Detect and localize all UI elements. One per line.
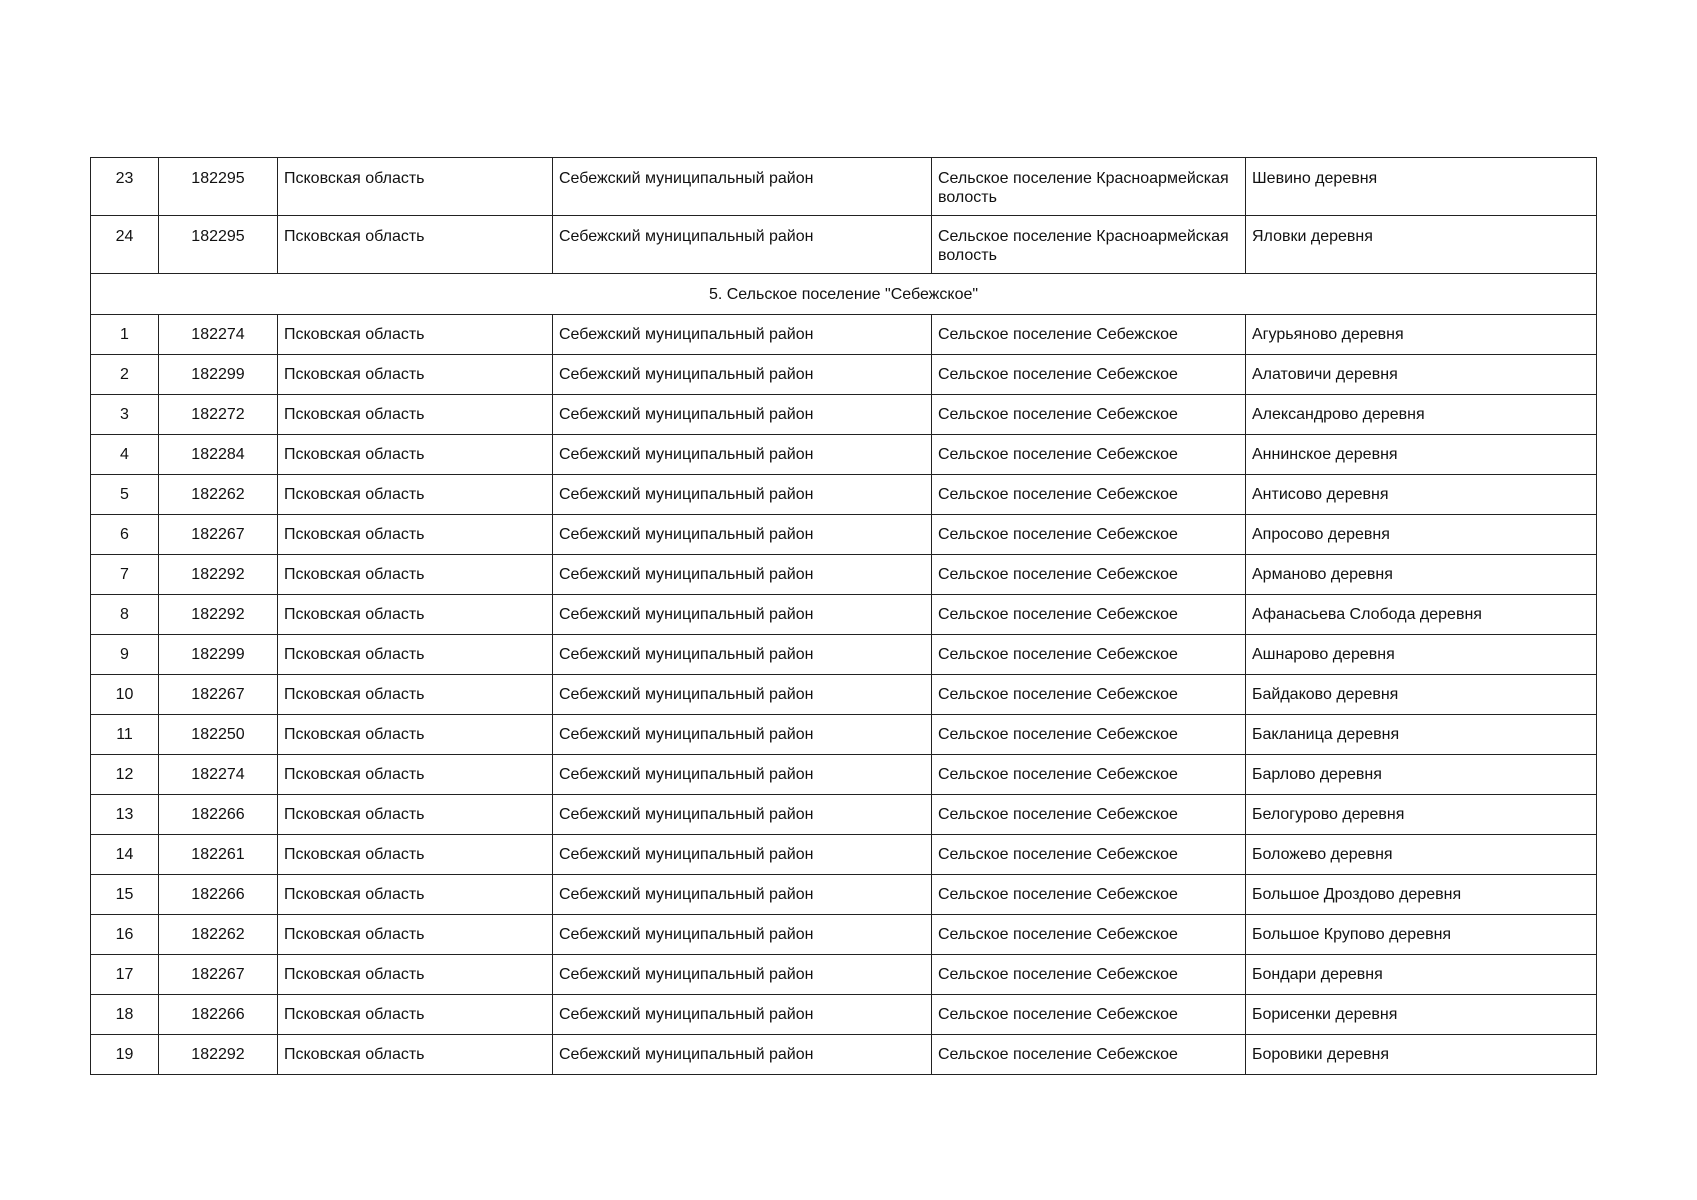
- settlement-cell: Сельское поселение Себежское: [932, 595, 1246, 635]
- locality-cell: Арманово деревня: [1246, 555, 1597, 595]
- table-row: [91, 875, 1597, 915]
- table-row: [91, 835, 1597, 875]
- row-number: 1: [91, 315, 159, 355]
- district-cell: Себежский муниципальный район: [553, 315, 932, 355]
- postal-code: 182299: [159, 635, 278, 675]
- table-row: [91, 995, 1597, 1035]
- locality-cell: Боложево деревня: [1246, 835, 1597, 875]
- district-cell: Себежский муниципальный район: [553, 355, 932, 395]
- locality-cell: Бондари деревня: [1246, 955, 1597, 995]
- settlement-cell: Сельское поселение Себежское: [932, 515, 1246, 555]
- table-row: [91, 315, 1597, 355]
- table-row: [91, 515, 1597, 555]
- district-cell: Себежский муниципальный район: [553, 1035, 932, 1075]
- section-title: 5. Сельское поселение "Себежское": [91, 274, 1597, 315]
- settlement-cell: Сельское поселение Красноармейская волость: [932, 158, 1246, 216]
- postal-code: 182274: [159, 315, 278, 355]
- district-cell: Себежский муниципальный район: [553, 555, 932, 595]
- settlement-cell: Сельское поселение Себежское: [932, 915, 1246, 955]
- settlement-cell: Сельское поселение Себежское: [932, 475, 1246, 515]
- row-number: 10: [91, 675, 159, 715]
- locality-cell: Большое Крупово деревня: [1246, 915, 1597, 955]
- row-number: 11: [91, 715, 159, 755]
- settlement-cell: Сельское поселение Себежское: [932, 315, 1246, 355]
- table-row: [91, 595, 1597, 635]
- settlement-cell: Сельское поселение Себежское: [932, 435, 1246, 475]
- region-cell: Псковская область: [278, 315, 553, 355]
- postal-code: 182292: [159, 1035, 278, 1075]
- locality-cell: Александрово деревня: [1246, 395, 1597, 435]
- locality-cell: Барлово деревня: [1246, 755, 1597, 795]
- settlement-cell: Сельское поселение Себежское: [932, 355, 1246, 395]
- region-cell: Псковская область: [278, 795, 553, 835]
- region-cell: Псковская область: [278, 835, 553, 875]
- region-cell: Псковская область: [278, 1035, 553, 1075]
- locality-cell: Алатовичи деревня: [1246, 355, 1597, 395]
- row-number: 18: [91, 995, 159, 1035]
- locality-cell: Аннинское деревня: [1246, 435, 1597, 475]
- table-row: [91, 475, 1597, 515]
- row-number: 24: [91, 216, 159, 274]
- row-number: 23: [91, 158, 159, 216]
- postal-code: 182266: [159, 795, 278, 835]
- settlement-cell: Сельское поселение Себежское: [932, 955, 1246, 995]
- locality-cell: Белогурово деревня: [1246, 795, 1597, 835]
- region-cell: Псковская область: [278, 555, 553, 595]
- postal-code: 182267: [159, 515, 278, 555]
- region-cell: Псковская область: [278, 475, 553, 515]
- row-number: 7: [91, 555, 159, 595]
- district-cell: Себежский муниципальный район: [553, 515, 932, 555]
- localities-table: [90, 157, 1597, 1075]
- district-cell: Себежский муниципальный район: [553, 595, 932, 635]
- postal-code: 182267: [159, 955, 278, 995]
- postal-code: 182262: [159, 915, 278, 955]
- district-cell: Себежский муниципальный район: [553, 395, 932, 435]
- region-cell: Псковская область: [278, 515, 553, 555]
- row-number: 3: [91, 395, 159, 435]
- district-cell: Себежский муниципальный район: [553, 795, 932, 835]
- settlement-cell: Сельское поселение Себежское: [932, 1035, 1246, 1075]
- table-row: [91, 1035, 1597, 1075]
- row-number: 16: [91, 915, 159, 955]
- region-cell: Псковская область: [278, 635, 553, 675]
- table-row: [91, 355, 1597, 395]
- settlement-cell: Сельское поселение Себежское: [932, 635, 1246, 675]
- locality-cell: Ашнарово деревня: [1246, 635, 1597, 675]
- district-cell: Себежский муниципальный район: [553, 915, 932, 955]
- postal-code: 182261: [159, 835, 278, 875]
- row-number: 6: [91, 515, 159, 555]
- table-row: [91, 675, 1597, 715]
- row-number: 19: [91, 1035, 159, 1075]
- region-cell: Псковская область: [278, 755, 553, 795]
- postal-code: 182262: [159, 475, 278, 515]
- postal-code: 182295: [159, 216, 278, 274]
- settlement-cell: Сельское поселение Себежское: [932, 835, 1246, 875]
- locality-cell: Борисенки деревня: [1246, 995, 1597, 1035]
- district-cell: Себежский муниципальный район: [553, 955, 932, 995]
- table-row: [91, 795, 1597, 835]
- settlement-cell: Сельское поселение Красноармейская волость: [932, 216, 1246, 274]
- district-cell: Себежский муниципальный район: [553, 715, 932, 755]
- postal-code: 182266: [159, 995, 278, 1035]
- postal-code: 182267: [159, 675, 278, 715]
- settlement-cell: Сельское поселение Себежское: [932, 715, 1246, 755]
- locality-cell: Бакланица деревня: [1246, 715, 1597, 755]
- region-cell: Псковская область: [278, 216, 553, 274]
- row-number: 2: [91, 355, 159, 395]
- row-number: 17: [91, 955, 159, 995]
- row-number: 5: [91, 475, 159, 515]
- region-cell: Псковская область: [278, 158, 553, 216]
- district-cell: Себежский муниципальный район: [553, 216, 932, 274]
- region-cell: Псковская область: [278, 595, 553, 635]
- table-row: [91, 955, 1597, 995]
- row-number: 12: [91, 755, 159, 795]
- table-row: [91, 395, 1597, 435]
- district-cell: Себежский муниципальный район: [553, 158, 932, 216]
- table-body: [91, 158, 1597, 1075]
- district-cell: Себежский муниципальный район: [553, 835, 932, 875]
- settlement-cell: Сельское поселение Себежское: [932, 675, 1246, 715]
- postal-code: 182250: [159, 715, 278, 755]
- locality-cell: Афанасьева Слобода деревня: [1246, 595, 1597, 635]
- locality-cell: Большое Дроздово деревня: [1246, 875, 1597, 915]
- table-row: [91, 435, 1597, 475]
- district-cell: Себежский муниципальный район: [553, 635, 932, 675]
- settlement-cell: Сельское поселение Себежское: [932, 755, 1246, 795]
- region-cell: Псковская область: [278, 395, 553, 435]
- settlement-cell: Сельское поселение Себежское: [932, 875, 1246, 915]
- row-number: 9: [91, 635, 159, 675]
- table-row: [91, 555, 1597, 595]
- table-row: [91, 755, 1597, 795]
- postal-code: 182266: [159, 875, 278, 915]
- locality-cell: Боровики деревня: [1246, 1035, 1597, 1075]
- table-row: [91, 216, 1597, 274]
- table-row: [91, 635, 1597, 675]
- row-number: 13: [91, 795, 159, 835]
- locality-cell: Антисово деревня: [1246, 475, 1597, 515]
- section-header-row: [91, 274, 1597, 315]
- region-cell: Псковская область: [278, 915, 553, 955]
- settlement-cell: Сельское поселение Себежское: [932, 395, 1246, 435]
- settlement-cell: Сельское поселение Себежское: [932, 995, 1246, 1035]
- table-row: [91, 158, 1597, 216]
- row-number: 4: [91, 435, 159, 475]
- postal-code: 182295: [159, 158, 278, 216]
- district-cell: Себежский муниципальный район: [553, 435, 932, 475]
- settlement-cell: Сельское поселение Себежское: [932, 555, 1246, 595]
- region-cell: Псковская область: [278, 715, 553, 755]
- region-cell: Псковская область: [278, 875, 553, 915]
- district-cell: Себежский муниципальный район: [553, 995, 932, 1035]
- region-cell: Псковская область: [278, 675, 553, 715]
- postal-code: 182274: [159, 755, 278, 795]
- locality-cell: Шевино деревня: [1246, 158, 1597, 216]
- locality-cell: Агурьяново деревня: [1246, 315, 1597, 355]
- postal-code: 182292: [159, 555, 278, 595]
- region-cell: Псковская область: [278, 355, 553, 395]
- table-row: [91, 715, 1597, 755]
- region-cell: Псковская область: [278, 995, 553, 1035]
- locality-cell: Апросово деревня: [1246, 515, 1597, 555]
- postal-code: 182272: [159, 395, 278, 435]
- settlement-cell: Сельское поселение Себежское: [932, 795, 1246, 835]
- row-number: 8: [91, 595, 159, 635]
- district-cell: Себежский муниципальный район: [553, 475, 932, 515]
- postal-code: 182299: [159, 355, 278, 395]
- postal-code: 182284: [159, 435, 278, 475]
- district-cell: Себежский муниципальный район: [553, 875, 932, 915]
- district-cell: Себежский муниципальный район: [553, 755, 932, 795]
- region-cell: Псковская область: [278, 435, 553, 475]
- region-cell: Псковская область: [278, 955, 553, 995]
- locality-cell: Байдаково деревня: [1246, 675, 1597, 715]
- district-cell: Себежский муниципальный район: [553, 675, 932, 715]
- table-row: [91, 915, 1597, 955]
- row-number: 15: [91, 875, 159, 915]
- postal-code: 182292: [159, 595, 278, 635]
- row-number: 14: [91, 835, 159, 875]
- locality-cell: Яловки деревня: [1246, 216, 1597, 274]
